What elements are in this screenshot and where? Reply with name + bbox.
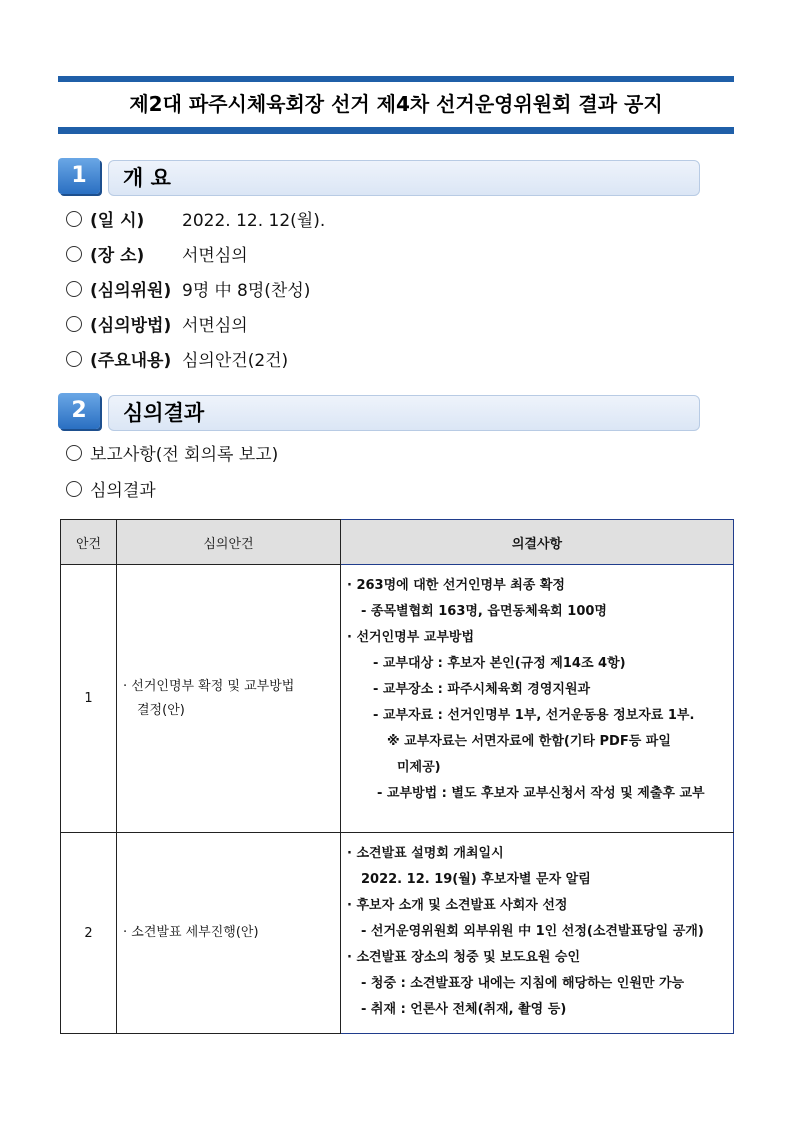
circle-bullet-icon xyxy=(66,246,82,262)
decision-line: · 선거인명부 교부방법 xyxy=(347,630,475,645)
overview-label: (일 시) xyxy=(90,211,145,231)
decision-line: 미제공) xyxy=(397,760,441,775)
table-row xyxy=(61,565,734,833)
header-decision: 의결사항 xyxy=(341,520,734,565)
results-table xyxy=(60,519,733,1034)
decision-line: · 소견발표 장소의 청중 및 보도요원 승인 xyxy=(347,950,581,965)
section-1-number: 1 xyxy=(58,158,100,194)
row-number: 1 xyxy=(61,565,117,833)
decision-line: - 선거운영위원회 외부위원 中 1인 선정(소견발표당일 공개) xyxy=(361,924,704,939)
overview-label: (주요내용) xyxy=(90,351,172,371)
overview-label: (심의위원) xyxy=(90,281,172,301)
section-1-label: 개 요 xyxy=(123,166,171,190)
title-bottom-rule xyxy=(58,127,734,134)
decision-line: - 교부장소 : 파주시체육회 경영지원과 xyxy=(373,682,591,697)
result-item-text: 심의결과 xyxy=(90,481,156,501)
overview-item-members xyxy=(66,279,310,303)
table-header-row xyxy=(61,520,734,565)
row-decision xyxy=(341,565,734,833)
decision-line: · 소견발표 설명회 개최일시 xyxy=(347,846,504,861)
row-decision xyxy=(341,833,734,1034)
circle-bullet-icon xyxy=(66,211,82,227)
circle-bullet-icon xyxy=(66,481,82,497)
section-2-header xyxy=(58,393,698,429)
result-item-text: 보고사항(전 회의록 보고) xyxy=(90,445,279,465)
overview-label: (심의방법) xyxy=(90,316,172,336)
decision-line: - 교부대상 : 후보자 본인(규정 제14조 4항) xyxy=(373,656,626,671)
section-2-number: 2 xyxy=(58,393,100,429)
row-agenda xyxy=(117,833,341,1034)
title-band xyxy=(58,76,734,134)
overview-value: 9명 中 8명(찬성) xyxy=(182,281,311,301)
decision-line: · 263명에 대한 선거인명부 최종 확정 xyxy=(347,578,565,593)
header-agenda-no: 안건 xyxy=(61,520,117,565)
row-agenda xyxy=(117,565,341,833)
row-number: 2 xyxy=(61,833,117,1034)
decision-line: - 종목별협회 163명, 읍면동체육회 100명 xyxy=(361,604,607,619)
table-row xyxy=(61,833,734,1034)
decision-line: 2022. 12. 19(월) 후보자별 문자 알림 xyxy=(361,872,591,887)
overview-value: 심의안건(2건) xyxy=(182,351,289,371)
agenda-line: 결정(안) xyxy=(137,702,185,718)
decision-line: - 취재 : 언론사 전체(취재, 촬영 등) xyxy=(361,1002,567,1017)
result-item-report xyxy=(66,443,278,467)
circle-bullet-icon xyxy=(66,316,82,332)
header-agenda: 심의안건 xyxy=(117,520,341,565)
overview-item-content xyxy=(66,349,288,373)
overview-value: 2022. 12. 12(월). xyxy=(182,211,326,231)
section-2-label: 심의결과 xyxy=(123,401,205,425)
agenda-line: · 소견발표 세부진행(안) xyxy=(123,925,259,940)
page-title: 제2대 파주시체육회장 선거 제4차 선거운영위원회 결과 공지 xyxy=(129,92,663,116)
circle-bullet-icon xyxy=(66,351,82,367)
section-1-bar xyxy=(108,160,700,196)
overview-value: 서면심의 xyxy=(182,246,248,266)
decision-line: - 교부방법 : 별도 후보자 교부신청서 작성 및 제출후 교부 xyxy=(377,786,705,801)
circle-bullet-icon xyxy=(66,445,82,461)
circle-bullet-icon xyxy=(66,281,82,297)
section-1-header xyxy=(58,158,698,194)
overview-value: 서면심의 xyxy=(182,316,248,336)
overview-item-method xyxy=(66,314,248,338)
agenda-line: · 선거인명부 확정 및 교부방법 xyxy=(123,678,295,694)
decision-line: - 청중 : 소견발표장 내에는 지침에 해당하는 인원만 가능 xyxy=(361,976,685,991)
overview-item-date xyxy=(66,209,325,233)
section-2-bar xyxy=(108,395,700,431)
decision-line: ※ 교부자료는 서면자료에 한함(기타 PDF등 파일 xyxy=(387,734,671,749)
decision-line: - 교부자료 : 선거인명부 1부, 선거운동용 정보자료 1부. xyxy=(373,708,695,723)
result-item-deliberation xyxy=(66,479,156,503)
overview-item-place xyxy=(66,244,248,268)
overview-label: (장 소) xyxy=(90,246,145,266)
decision-line: · 후보자 소개 및 소견발표 사회자 선정 xyxy=(347,898,568,913)
